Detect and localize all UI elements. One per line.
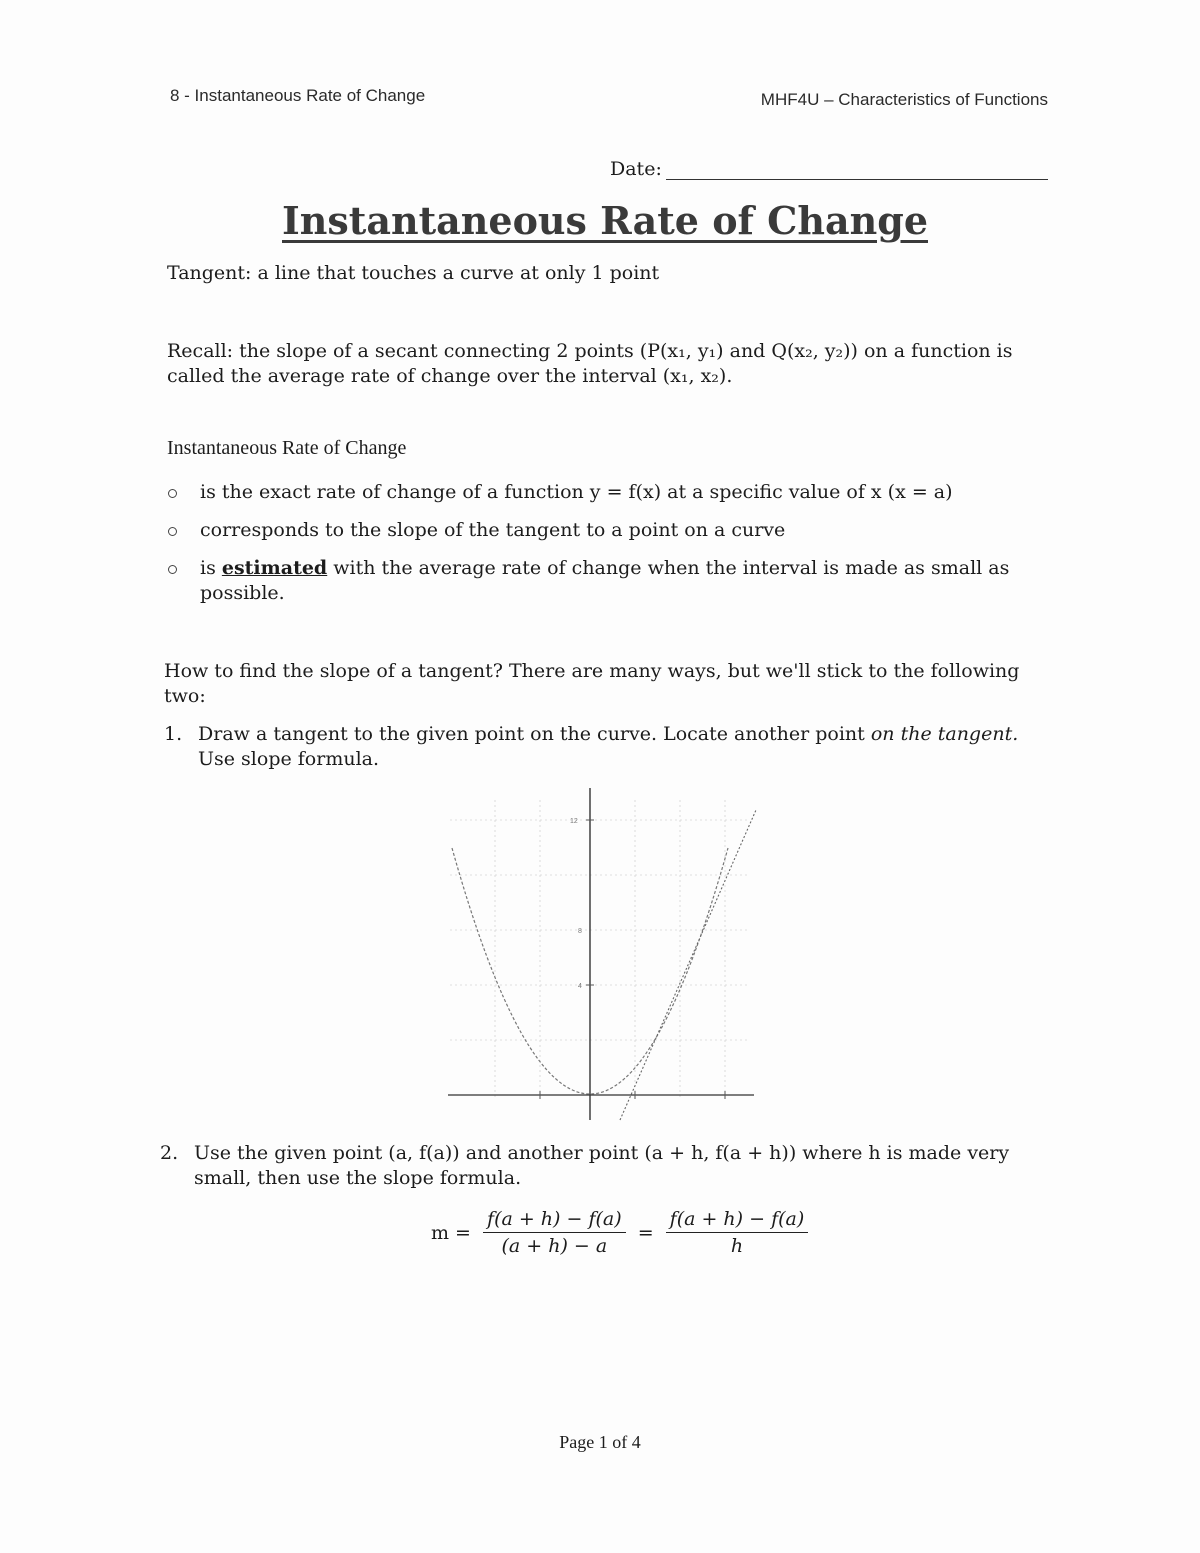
step-2 [160,1141,1040,1191]
recall-paragraph [167,339,1017,389]
step-1-emphasis: on the tangent. [870,723,1019,745]
formula-equals: = [637,1221,654,1244]
slope-formula [425,1208,808,1257]
date-line [666,163,1048,180]
step-1-text: Draw a tangent to the given point on the curve. Locate another point [198,723,871,745]
numerator-2: f(a + h) − f(a) [666,1208,809,1233]
numerator-1: f(a + h) − f(a) [483,1208,626,1233]
header-right: MHF4U – Characteristics of Functions [760,90,1048,109]
parabola-tangent-graph [440,780,760,1130]
fraction-2 [666,1208,809,1257]
tangent-line [620,810,756,1120]
bullet-text-pre: is [200,557,222,579]
bullet-text-post: with the average rate of change when the interval is made as small as possible. [200,557,1010,604]
date-label: Date: [610,158,662,180]
irc-heading: Instantaneous Rate of Change [167,437,407,459]
step-2-text: Use the given point (a, f(a)) and another point (a + h, f(a + h)) where h is made very [194,1142,1010,1164]
page-title: Instantaneous Rate of Change [282,198,928,243]
bullet-icon [168,527,177,536]
bullet-icon [168,565,177,574]
fraction-1 [483,1208,626,1257]
y-tick-label: 12 [570,818,578,825]
recall-line-2: called the average rate of change over the interval (x₁, x₂). [167,365,733,387]
tangent-definition: Tangent: a line that touches a curve at only 1 point [167,262,660,284]
recall-line-1: Recall: the slope of a secant connecting 2 points (P(x₁, y₁) and Q(x₂, y₂)) on a function is [167,340,1013,362]
bullet-icon [168,489,177,498]
how-paragraph: How to find the slope of a tangent? There are many ways, but we'll stick to the following two: [164,660,1020,707]
step-1-text-b: Use slope formula. [198,748,380,770]
bullet-text: is the exact rate of change of a function y = f(x) at a specific value of x (x = a) [200,481,953,503]
step-1-number: 1. [164,723,183,745]
denominator-1: (a + h) − a [501,1235,608,1257]
emphasis-estimated: estimated [221,557,328,579]
y-tick-label: 8 [578,928,582,935]
y-tick-label: 4 [578,983,582,990]
formula-m: m = [431,1221,471,1244]
date-row [610,158,1048,180]
bullet-text [200,556,1030,606]
step-2-number: 2. [160,1142,179,1164]
bullet-text: corresponds to the slope of the tangent to a point on a curve [200,519,786,541]
page-number: Page 1 of 4 [559,1432,641,1452]
step-2-text-b: small, then use the slope formula. [194,1167,522,1189]
step-1 [164,722,1024,772]
denominator-2: h [730,1235,744,1257]
header-left: 8 - Instantaneous Rate of Change [170,86,426,105]
